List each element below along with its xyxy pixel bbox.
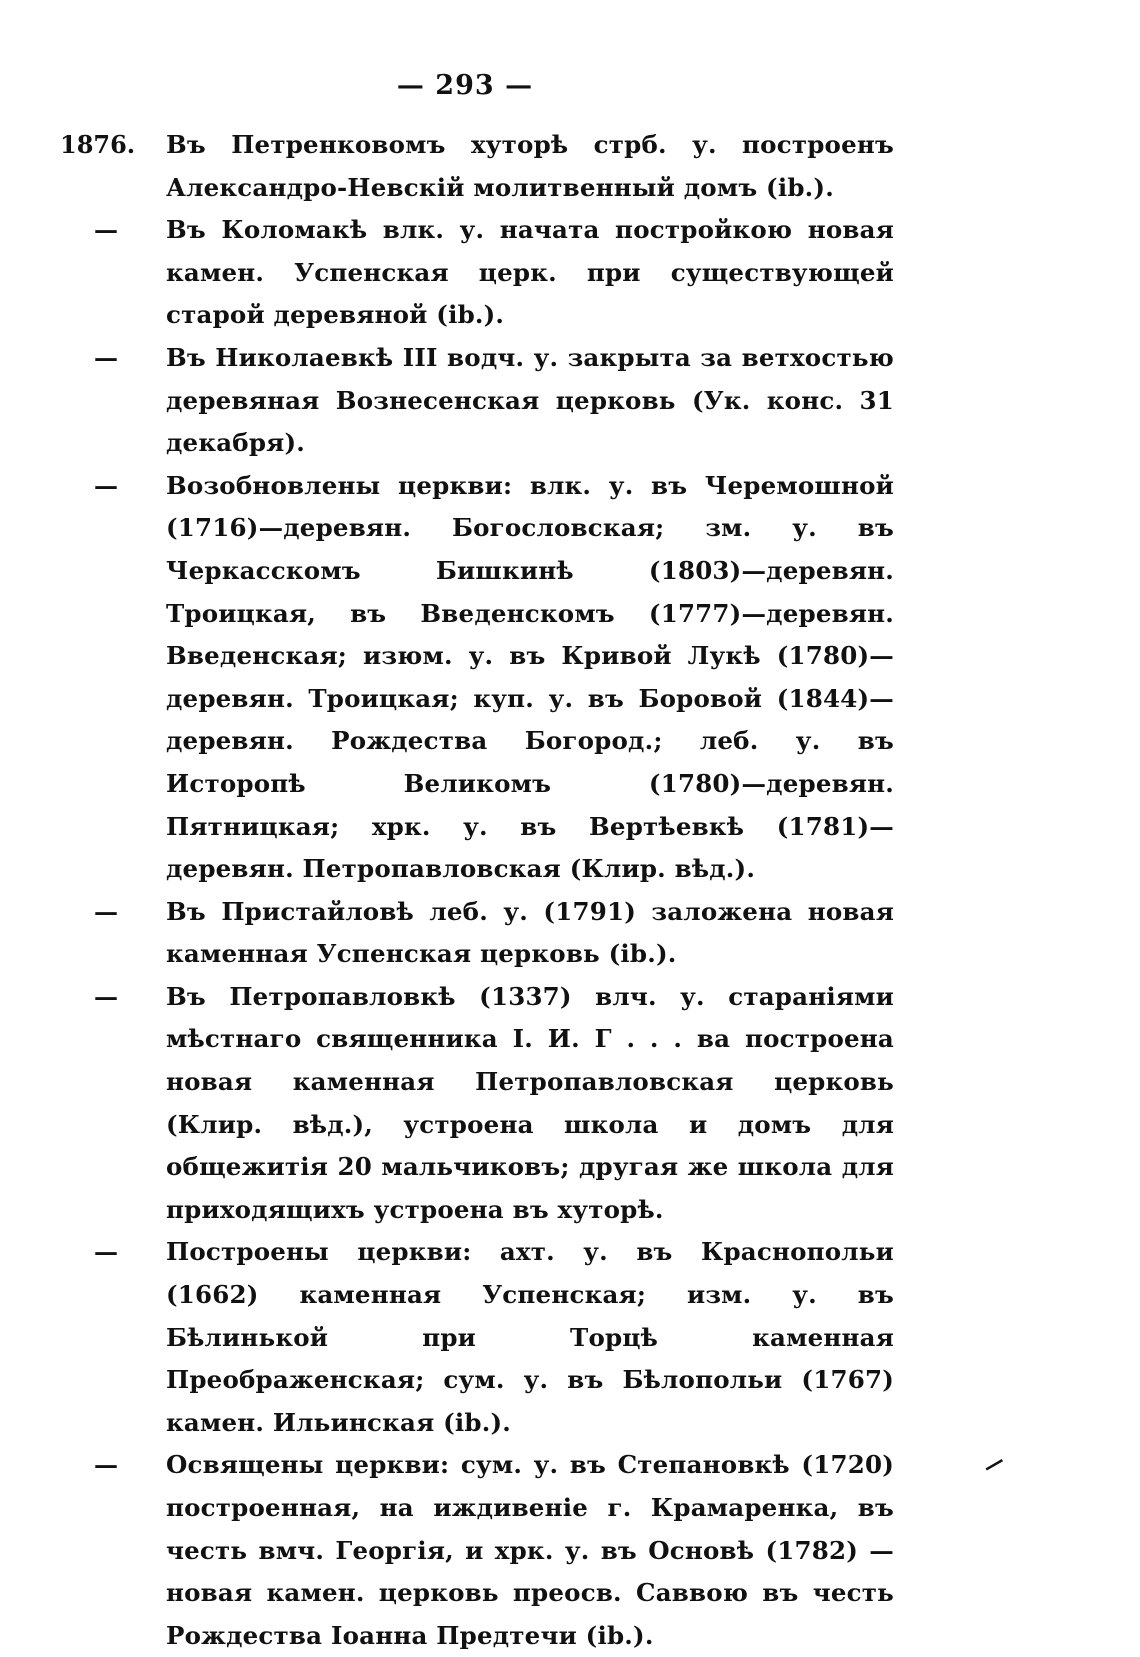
entry-dash: —	[94, 896, 118, 926]
entry-7	[60, 1231, 900, 1444]
entry-2	[60, 209, 900, 337]
entry-text: Возобновлены церкви: влк. у. въ Черемошной (1716)—деревян. Богословская; зм. у. въ Черкасскомъ Бишкинѣ (1803)—деревян. Троицкая, въ Введенскомъ (1777)—деревян. Введенская; изюм. у. въ Кривой Лукѣ (1780)—деревян. Троицкая; куп. у. въ Боровой (1844)—деревян. Рождества Богород.; леб. у. въ Исторопѣ Великомъ (1780)—деревян. Пятницкая; хрк. у. въ Вертѣевкѣ (1781)—деревян. Петропавловская (Клир. вѣд.).	[166, 470, 894, 884]
page-number: — 293 —	[396, 70, 534, 101]
entry-text: Освящены церкви: сум. у. въ Степановкѣ (1720) построенная, на иждивеніе г. Крамаренка, въ честь вмч. Георгія, и хрк. у. въ Основѣ (1782) — новая камен. церковь преосв. Саввою въ честь Рождества Іоанна Предтечи (ib.).	[166, 1450, 894, 1650]
entry-year: 1876.	[60, 130, 136, 159]
entry-text: Въ Петропавловкѣ (1337) влч. у. стараніями мѣстнаго священника І. И. Г . . . ва построена новая каменная Петропавловская церковь (Клир. вѣд.), устроена школа и домъ для общежитія 20 мальчиковъ; другая же школа для приходящихъ устроена въ хуторѣ.	[166, 981, 894, 1224]
entry-text: Въ Петренковомъ хуторѣ стрб. у. построенъ Александро-Невскій молитвенный домъ (ib.).	[166, 130, 894, 202]
entry-text: Въ Николаевкѣ III водч. у. закрыта за ветхостью деревяная Вознесенская церковь (Ук. конс. 31 декабря).	[166, 342, 894, 458]
entry-4	[60, 465, 900, 891]
entry-text: Построены церкви: ахт. у. въ Краснопольи (1662) каменная Успенская; изм. у. въ Бѣлинькой при Торцѣ каменная Преображенская; сум. у. въ Бѣлопольи (1767) камен. Ильинская (ib.).	[166, 1237, 894, 1437]
entry-5	[60, 891, 900, 976]
entry-1	[60, 124, 900, 209]
entry-dash: —	[94, 470, 118, 500]
entry-8	[60, 1444, 900, 1657]
chronicle-entries	[60, 124, 900, 1657]
entry-dash: —	[94, 342, 118, 372]
entry-text: Въ Пристайловѣ леб. у. (1791) заложена новая каменная Успенская церковь (ib.).	[166, 896, 894, 969]
entry-3	[60, 337, 900, 465]
entry-dash: —	[94, 215, 118, 245]
entry-dash: —	[94, 1450, 118, 1480]
entry-text: Въ Коломакѣ влк. у. начата постройкою новая камен. Успенская церк. при существующей старой деревяной (ib.).	[166, 215, 894, 330]
entry-dash: —	[94, 1237, 118, 1267]
entry-dash: —	[94, 981, 118, 1011]
entry-6	[60, 976, 900, 1232]
ink-blot-icon: ─	[978, 1445, 1012, 1486]
